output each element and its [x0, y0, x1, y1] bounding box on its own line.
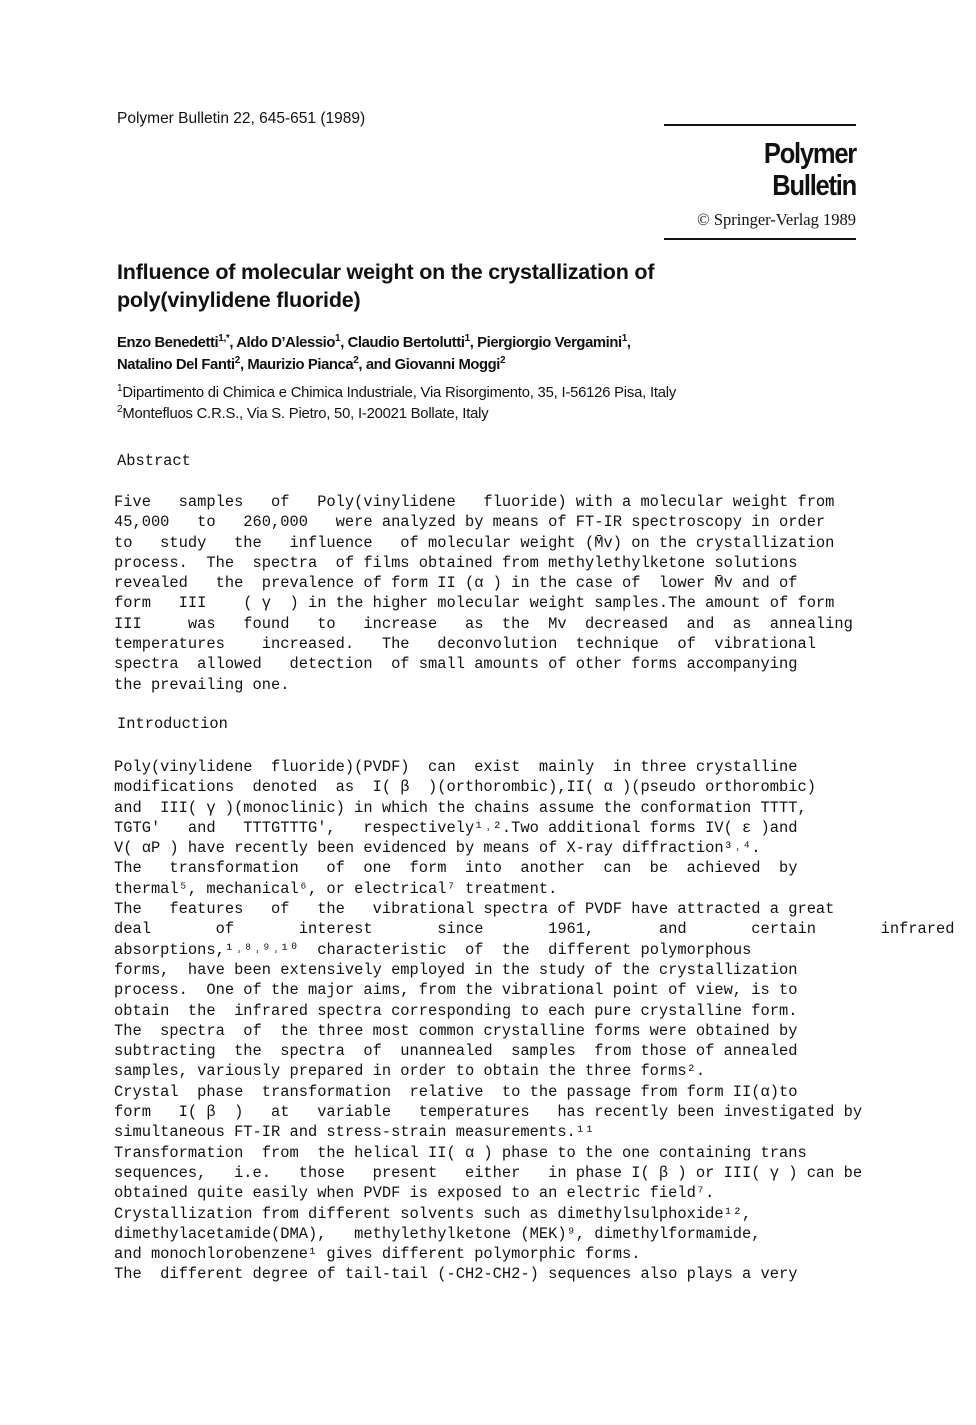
introduction-body: [114, 757, 955, 1285]
text-line: Crystallization from different solvents such as dimethylsulphoxide¹²,: [114, 1204, 752, 1223]
text-line: The different degree of tail-tail (-CH2-CH2-) sequences also plays a very: [114, 1265, 798, 1284]
copyright-line: © Springer-Verlag 1989: [697, 210, 856, 229]
text-line: 45,000 to 260,000 were analyzed by means of FT-IR spectroscopy in order: [114, 513, 826, 532]
text-line: Crystal phase transformation relative to the passage from form II(α)to: [114, 1082, 798, 1101]
author-affiliation-mark: 1,*: [218, 333, 230, 344]
journal-name: Polymer Bulletin: [763, 138, 856, 202]
affiliation-text: Dipartimento di Chimica e Chimica Industriale, Via Risorgimento, 35, I-56126 Pisa, Italy: [122, 385, 677, 401]
text-line: obtained quite easily when PVDF is exposed to an electric field⁷.: [114, 1184, 715, 1203]
journal-reference: Polymer Bulletin 22, 645-651 (1989): [117, 110, 366, 127]
text-line: the prevailing one.: [114, 675, 290, 694]
title-line: Influence of molecular weight on the crystallization of: [117, 260, 655, 284]
text-line: dimethylacetamide(DMA), methylethylketone (MEK)⁹, dimethylformamide,: [114, 1224, 761, 1243]
text-line: deal of interest since 1961, and certain infrared: [114, 920, 955, 939]
author-list: [117, 332, 877, 376]
author-name: Piergiorgio Vergamini: [477, 335, 622, 351]
text-line: thermal⁵, mechanical⁶, or electrical⁷ treatment.: [114, 879, 558, 898]
text-line: and monochlorobenzene¹ gives different polymorphic forms.: [114, 1245, 641, 1264]
journal-masthead: [664, 124, 856, 240]
text-line: Poly(vinylidene fluoride)(PVDF) can exist mainly in three crystalline: [114, 758, 798, 776]
text-line: The transformation of one form into another can be achieved by: [114, 859, 798, 878]
text-line: revealed the prevalence of form II (α ) in the case of lower M̄v and of: [114, 574, 798, 593]
affiliation-mark: 2: [117, 404, 123, 415]
paper-title: [117, 258, 837, 314]
abstract-body: [114, 492, 854, 695]
text-line: samples, variously prepared in order to obtain the three forms².: [114, 1062, 706, 1081]
author-affiliation-mark: 1: [464, 333, 470, 344]
text-line: spectra allowed detection of small amounts of other forms accompanying: [114, 655, 798, 674]
text-line: obtain the infrared spectra corresponding to each pure crystalline form.: [114, 1001, 798, 1020]
text-line: process. One of the major aims, from the vibrational point of view, is to: [114, 981, 798, 1000]
text-line: subtracting the spectra of unannealed samples from those of annealed: [114, 1042, 798, 1061]
abstract-heading: Abstract: [117, 452, 191, 470]
author-affiliation-mark: 1: [335, 333, 341, 344]
text-line: sequences, i.e. those present either in phase I( β ) or III( γ ) can be: [114, 1163, 863, 1182]
text-line: forms, have been extensively employed in the study of the crystallization: [114, 960, 798, 979]
text-line: The features of the vibrational spectra of PVDF have attracted a great: [114, 900, 835, 919]
author-line: Natalino Del Fanti$^2$, Maurizio Pianca$^2$, and Giovanni Moggi$^2$: [117, 355, 506, 373]
text-line: TGTG' and TTTGTTTG', respectively¹˒².Two additional forms IV( ε )and: [114, 818, 798, 837]
text-line: and III( γ )(monoclinic) in which the chains assume the conformation TTTT,: [114, 798, 807, 817]
text-line: form I( β ) at variable temperatures has recently been investigated by: [114, 1103, 863, 1122]
title-line: poly(vinylidene fluoride): [117, 288, 361, 312]
author-line: Enzo Benedetti$^{1,*}$, Aldo D’Alessio$^1$, Claudio Bertolutti$^1$, Piergiorgio Vergamini$^1$,: [117, 333, 631, 351]
masthead-rule: [664, 238, 856, 240]
text-line: simultaneous FT-IR and stress-strain measurements.¹¹: [114, 1123, 595, 1142]
text-line: Transformation from the helical II( α ) phase to the one containing trans: [114, 1143, 807, 1162]
introduction-heading: Introduction: [117, 715, 228, 733]
text-line: III was found to increase as the Mv decreased and as annealing: [114, 614, 853, 633]
affiliation: [117, 383, 877, 404]
affiliation-mark: 1: [117, 383, 123, 394]
author-name: Giovanni Moggi: [394, 357, 501, 373]
text-line: form III ( γ ) in the higher molecular weight samples.The amount of form: [114, 594, 835, 613]
affiliations: [117, 383, 877, 425]
text-line: The spectra of the three most common crystalline forms were obtained by: [114, 1021, 798, 1040]
author-affiliation-mark: 2: [500, 355, 506, 366]
author-affiliation-mark: 2: [234, 355, 240, 366]
text-line: process. The spectra of films obtained from methylethylketone solutions: [114, 553, 798, 572]
text-line: to study the influence of molecular weight (M̄v) on the crystallization: [114, 533, 835, 552]
author-affiliation-mark: 1: [621, 333, 627, 344]
text-line: absorptions,¹˒⁸˒⁹˒¹⁰ characteristic of the different polymorphous: [114, 940, 752, 959]
text-line: modifications denoted as I( β )(orthorombic),II( α )(pseudo orthorombic): [114, 778, 816, 797]
affiliation-text: Montefluos C.R.S., Via S. Pietro, 50, I-20021 Bollate, Italy: [122, 406, 489, 422]
affiliation: [117, 404, 877, 425]
text-line: temperatures increased. The deconvolution technique of vibrational: [114, 635, 816, 654]
author-name: Natalino Del Fanti: [117, 357, 235, 373]
text-line: Five samples of Poly(vinylidene fluoride) with a molecular weight from: [114, 493, 835, 511]
author-name: Maurizio Pianca: [247, 357, 354, 373]
author-name: Claudio Bertolutti: [347, 335, 465, 351]
author-name: Enzo Benedetti: [117, 335, 219, 351]
author-affiliation-mark: 2: [353, 355, 359, 366]
text-line: V( αP ) have recently been evidenced by means of X-ray diffraction³˒⁴.: [114, 839, 761, 858]
author-name: Aldo D’Alessio: [236, 335, 336, 351]
